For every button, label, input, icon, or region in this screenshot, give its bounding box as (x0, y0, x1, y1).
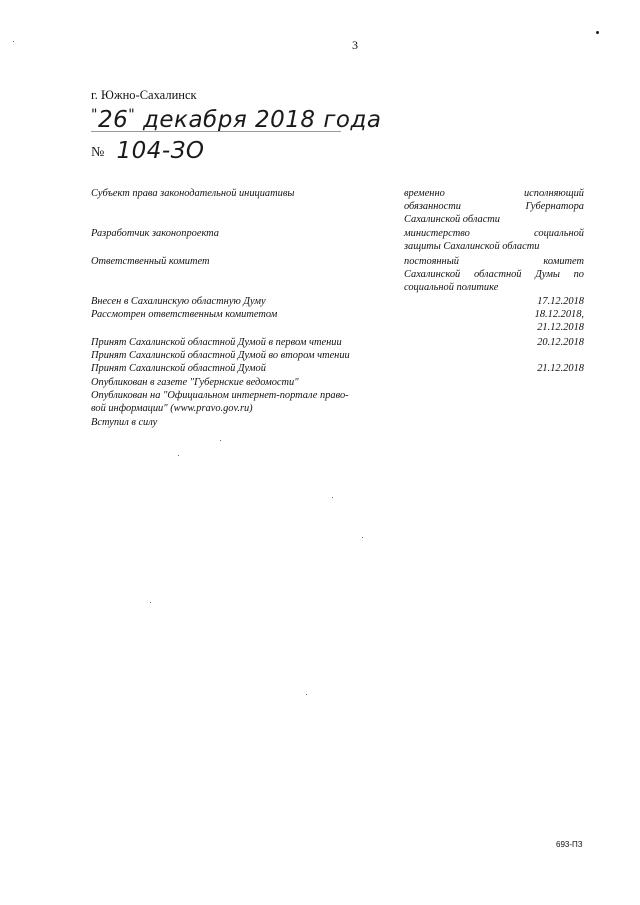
reviewed-date-2: 21.12.2018 (537, 322, 584, 333)
committee-value-line: постоянный комитет (404, 256, 584, 267)
first-reading-label: Принят Сахалинской областной Думой в первом чтении (91, 337, 342, 348)
submitted-date: 17.12.2018 (537, 296, 584, 307)
number-value: 104-ЗО (116, 138, 205, 164)
scan-speck (178, 455, 179, 456)
date-month-year: декабря 2018 года (143, 107, 382, 133)
footer-code: 693-ПЗ (556, 840, 583, 849)
page-number: 3 (352, 38, 358, 52)
scan-speck (362, 537, 363, 538)
scan-speck (220, 440, 221, 441)
first-reading-date: 20.12.2018 (537, 337, 584, 348)
published-portal-label-cont: вой информации" (www.pravo.gov.ru) (91, 403, 253, 414)
number-label: № (91, 145, 105, 160)
scan-speck (150, 602, 151, 603)
subject-label: Субъект права законодательной инициативы (91, 188, 295, 199)
published-portal-label: Опубликован на "Официальном интернет-портале право- (91, 390, 349, 401)
city-name: г. Южно-Сахалинск (91, 88, 197, 102)
subject-value-line: Сахалинской области (404, 214, 501, 225)
scan-speck (332, 497, 333, 498)
committee-value-line: социальной политике (404, 282, 499, 293)
handwritten-number (91, 138, 205, 164)
scan-speck (596, 31, 599, 34)
developer-label: Разработчик законопроекта (91, 228, 219, 239)
reviewed-label: Рассмотрен ответственным комитетом (91, 309, 278, 320)
reviewed-date: 18.12.2018, (534, 309, 584, 320)
subject-value-line: обязанности Губернатора (404, 201, 584, 212)
committee-label: Ответственный комитет (91, 256, 210, 267)
adopted-date: 21.12.2018 (537, 363, 584, 374)
submitted-label: Внесен в Сахалинскую областную Думу (91, 296, 266, 307)
second-reading-label: Принят Сахалинской областной Думой во втором чтении (91, 350, 350, 361)
developer-value-line: министерство социальной (404, 228, 584, 239)
scan-speck (13, 41, 14, 42)
scan-speck (306, 694, 307, 695)
date-underline (91, 131, 341, 132)
subject-value-line: временно исполняющий (404, 188, 584, 199)
developer-value-line: защиты Сахалинской области (404, 241, 540, 252)
committee-value-line: Сахалинской областной Думы по (404, 269, 584, 280)
date-day: 26 (97, 107, 129, 133)
published-newspaper-label: Опубликован в газете "Губернские ведомости" (91, 377, 299, 388)
entered-force-label: Вступил в силу (91, 417, 158, 428)
adopted-label: Принят Сахалинской областной Думой (91, 363, 266, 374)
handwritten-date: "26" декабря 2018 года (91, 107, 382, 133)
